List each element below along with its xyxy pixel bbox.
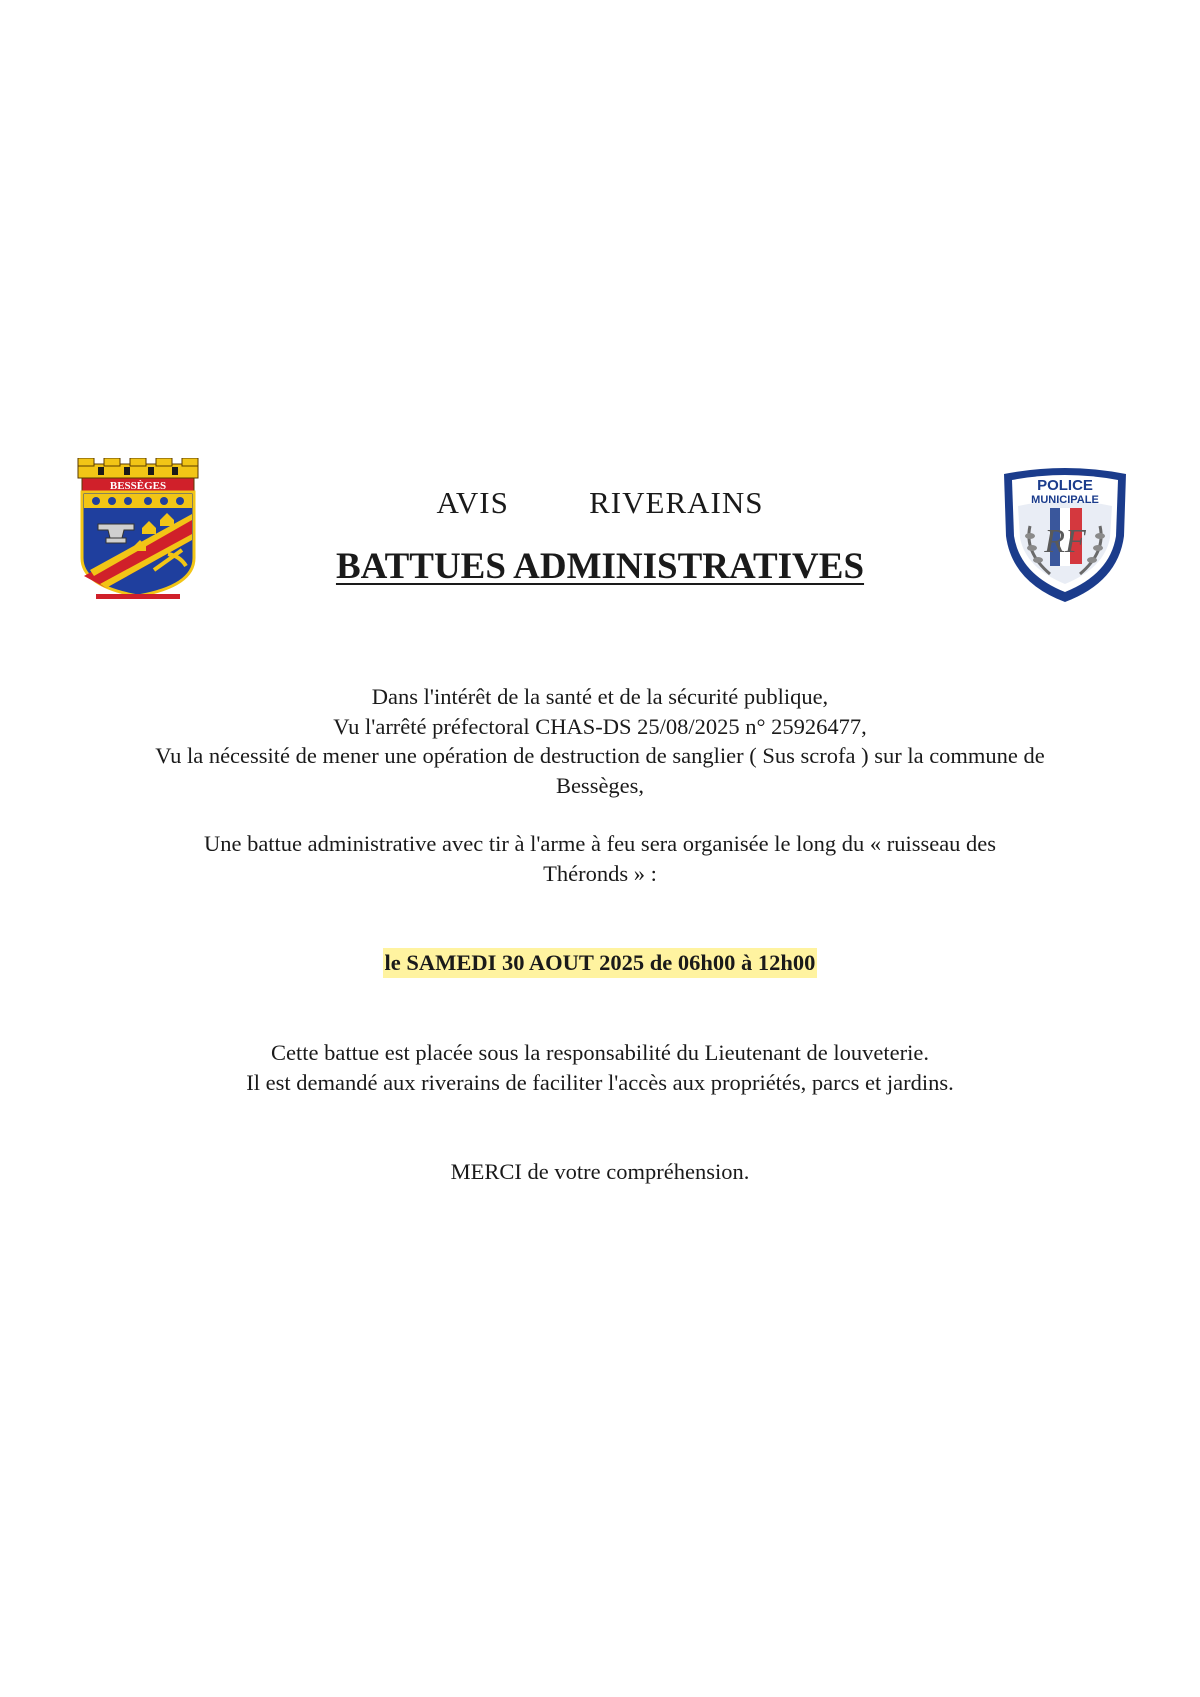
text-line: Dans l'intérêt de la santé et de la sécurité publique, bbox=[371, 684, 829, 709]
text-line: Théronds » : bbox=[543, 860, 657, 886]
date-block bbox=[0, 948, 1200, 978]
badge-municipale-text: MUNICIPALE bbox=[1031, 494, 1099, 506]
crest-name-text: BESSÈGES bbox=[109, 480, 167, 492]
notice-title: AVIS RIVERAINS bbox=[436, 485, 764, 520]
badge-police-text: POLICE bbox=[1037, 477, 1093, 494]
announcement-paragraph bbox=[80, 829, 1120, 888]
text-line: Vu la nécessité de mener une opération de destruction de sanglier ( Sus scrofa ) sur la commune de bbox=[155, 743, 1045, 768]
text-line: MERCI de votre compréhension. bbox=[450, 1159, 750, 1184]
intro-paragraph bbox=[80, 682, 1120, 800]
closing-text bbox=[80, 1157, 1120, 1187]
text-line: Il est demandé aux riverains de faciliter l'accès aux propriétés, parcs et jardins. bbox=[246, 1069, 954, 1095]
responsibility-paragraph bbox=[80, 1038, 1120, 1097]
date-highlight: le SAMEDI 30 AOUT 2025 de 06h00 à 12h00 bbox=[383, 948, 818, 978]
text-line: Bessèges, bbox=[555, 772, 645, 798]
text-line: Vu l'arrêté préfectoral CHAS-DS 25/08/2025 n° 25926477, bbox=[333, 713, 867, 739]
notice-heading bbox=[0, 545, 1200, 588]
notice-heading-text: BATTUES ADMINISTRATIVES bbox=[335, 546, 865, 587]
badge-monogram-text: RF bbox=[1044, 523, 1086, 560]
text-line: Cette battue est placée sous la responsabilité du Lieutenant de louveterie. bbox=[271, 1040, 929, 1065]
text-line: Une battue administrative avec tir à l'arme à feu sera organisée le long du « ruisseau des bbox=[203, 831, 997, 856]
